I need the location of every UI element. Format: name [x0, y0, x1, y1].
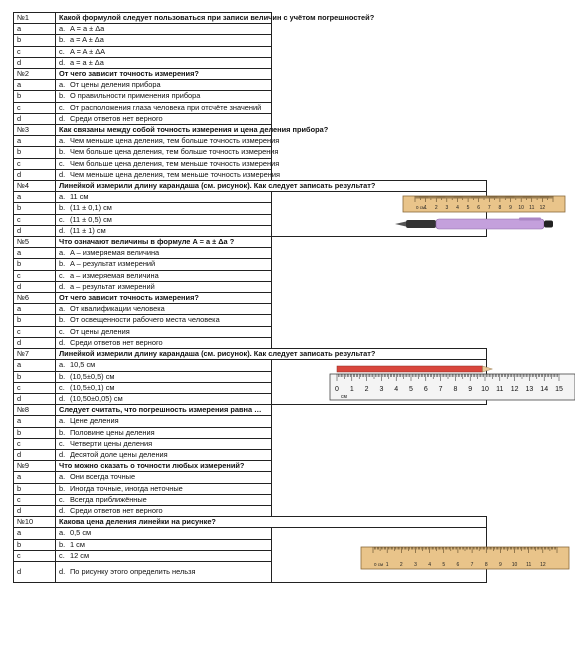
ruler-tick-label: 7	[438, 386, 443, 394]
option-text: 10,5 см	[70, 360, 96, 370]
answer-option-row[interactable]	[14, 192, 487, 203]
option-mark: a.	[59, 416, 66, 426]
option-text: (11 ± 0,5) см	[70, 214, 112, 224]
option-cell[interactable]	[56, 24, 272, 35]
option-text: 11 см	[70, 192, 89, 202]
option-mark: d.	[59, 337, 66, 347]
option-mark: b.	[59, 259, 66, 269]
option-mark: d.	[59, 57, 66, 67]
option-cell[interactable]	[56, 270, 272, 281]
option-letter: b	[14, 203, 56, 214]
question-text: Что означают величины в формуле A = a ± Δa ?	[56, 237, 272, 248]
option-text: От цены деления	[70, 326, 130, 336]
answer-option-row[interactable]	[14, 169, 487, 180]
ruler-tick-label: 2	[399, 562, 403, 569]
ruler-tick-label: 1	[385, 562, 389, 569]
option-cell[interactable]	[56, 80, 272, 91]
option-mark: c.	[59, 494, 65, 504]
option-text: a – результат измерений	[70, 281, 155, 291]
option-letter: b	[14, 259, 56, 270]
ruler-zero-label: 0 см	[373, 562, 383, 568]
answer-option-row[interactable]	[14, 416, 487, 427]
option-letter: d	[14, 57, 56, 68]
option-text: (10,5±0,5) см	[70, 371, 115, 381]
option-cell[interactable]	[56, 494, 272, 505]
option-letter: b	[14, 539, 56, 550]
ruler-tick-label: 6	[456, 562, 459, 569]
option-cell[interactable]	[56, 91, 272, 102]
question-row	[14, 461, 487, 472]
ruler-tick-label: 10	[517, 205, 524, 212]
ruler-tick-label: 15	[554, 386, 563, 394]
question-number: №9	[14, 461, 56, 472]
option-text: a – измеряемая величина	[70, 270, 159, 280]
ruler-tick-label: 12	[539, 205, 545, 212]
figure-cell-q4	[271, 192, 545, 237]
option-text: Чем меньше цена деления, тем меньше точность измерения	[70, 169, 280, 179]
question-row	[14, 13, 487, 24]
option-cell[interactable]	[56, 147, 279, 158]
answer-option-row[interactable]	[14, 427, 487, 438]
ruler-tick-label: 11	[528, 205, 534, 212]
option-mark: d.	[59, 281, 66, 291]
option-cell[interactable]	[56, 203, 272, 214]
ruler-tick-label: 5	[466, 205, 469, 212]
option-text: От расположения глаза человека при отсчёте значений	[70, 102, 262, 112]
option-letter: d	[14, 113, 56, 124]
pen-cap	[544, 221, 553, 228]
option-letter: a	[14, 360, 56, 371]
option-letter: a	[14, 304, 56, 315]
option-text: a = A ± Δa	[70, 35, 104, 45]
option-letter: c	[14, 382, 56, 393]
option-mark: b.	[59, 371, 66, 381]
option-mark: b.	[59, 91, 66, 101]
question-number: №5	[14, 237, 56, 248]
option-cell[interactable]	[56, 337, 272, 348]
answer-option-row[interactable]	[14, 147, 487, 158]
ruler-tick-label: 6	[423, 386, 428, 394]
option-text: (11 ± 0,1) см	[70, 203, 112, 213]
option-mark: c.	[59, 550, 65, 560]
answer-option-row[interactable]	[14, 248, 487, 259]
ruler-tick-label: 7	[487, 205, 491, 212]
option-mark: b.	[59, 35, 66, 45]
question-number: №2	[14, 69, 56, 80]
answer-option-row[interactable]	[14, 326, 487, 337]
option-letter: b	[14, 91, 56, 102]
option-letter: b	[14, 315, 56, 326]
ruler-tick-label: 10	[511, 562, 517, 569]
ruler-tick-label: 4	[427, 562, 431, 569]
option-mark: b.	[59, 427, 66, 437]
option-text: (10,5±0,1) см	[70, 382, 115, 392]
option-letter: b	[14, 427, 56, 438]
option-letter: c	[14, 494, 56, 505]
ruler-tick-label: 2	[434, 205, 438, 212]
option-cell[interactable]	[56, 214, 272, 225]
question-row	[14, 237, 487, 248]
answer-option-row[interactable]	[14, 136, 487, 147]
figure-cell-q7	[271, 360, 563, 405]
option-cell[interactable]	[56, 169, 280, 180]
option-text: A = A ± ΔA	[70, 46, 106, 56]
ruler-figure	[275, 535, 575, 575]
ruler-tick-label: 0	[334, 386, 339, 394]
option-mark: c.	[59, 102, 65, 112]
question-number: №7	[14, 349, 56, 360]
ruler-tick-label: 3	[413, 562, 417, 569]
question-number: №4	[14, 181, 56, 192]
question-text: От чего зависит точность измерения?	[56, 69, 272, 80]
option-letter: a	[14, 472, 56, 483]
option-letter: d	[14, 561, 56, 582]
option-letter: d	[14, 505, 56, 516]
question-row	[14, 69, 487, 80]
ruler-tick-label: 8	[498, 205, 501, 212]
option-text: Цене деления	[70, 416, 119, 426]
option-text: Половине цены деления	[70, 427, 155, 437]
question-text: Линейкой измерили длину карандаша (см. рисунок). Как следует записать результат?	[56, 349, 487, 360]
option-letter: d	[14, 337, 56, 348]
option-cell[interactable]	[56, 113, 272, 124]
option-text: 12 см	[70, 550, 90, 560]
answer-option-row[interactable]	[14, 24, 487, 35]
option-cell[interactable]	[56, 416, 272, 427]
question-text: От чего зависит точность измерения?	[56, 293, 272, 304]
option-cell[interactable]	[56, 225, 272, 236]
pen-grip	[406, 220, 436, 228]
option-cell[interactable]	[56, 382, 272, 393]
answer-option-row[interactable]	[14, 449, 487, 460]
option-letter: c	[14, 158, 56, 169]
quiz-table	[13, 12, 563, 583]
option-letter: b	[14, 483, 56, 494]
option-letter: c	[14, 102, 56, 113]
option-cell[interactable]	[56, 360, 272, 371]
option-mark: a.	[59, 80, 66, 90]
option-text: Четверти цены деления	[70, 438, 153, 448]
answer-option-row[interactable]	[14, 483, 487, 494]
answer-option-row[interactable]	[14, 91, 487, 102]
question-text: Как связаны между собой точность измерения и цена деления прибора?	[56, 125, 272, 136]
answer-option-row[interactable]	[14, 270, 487, 281]
option-mark: c.	[59, 214, 65, 224]
answer-option-row[interactable]	[14, 80, 487, 91]
ruler-tick-label: 13	[525, 386, 533, 394]
ruler-tick-label: 4	[393, 386, 398, 394]
question-row	[14, 181, 487, 192]
option-text: A = a ± Δa	[70, 24, 105, 34]
option-text: Среди ответов нет верного	[70, 113, 163, 123]
option-text: От освещенности рабочего места человека	[70, 315, 220, 325]
answer-option-row[interactable]	[14, 472, 487, 483]
ruler-tick-label: 4	[455, 205, 459, 212]
option-mark: c.	[59, 46, 65, 56]
answer-option-row[interactable]	[14, 259, 487, 270]
option-text: О правильности применения прибора	[70, 91, 201, 101]
option-mark: d.	[59, 225, 66, 235]
option-text: (10,50±0,05) см	[70, 393, 123, 403]
option-mark: d.	[59, 505, 66, 515]
option-text: По рисунку этого определить нельзя	[70, 566, 196, 576]
ruler-tick-label: 1	[423, 205, 427, 212]
answer-option-row[interactable]	[14, 315, 487, 326]
question-number: №6	[14, 293, 56, 304]
answer-option-row[interactable]	[14, 281, 487, 292]
option-mark: b.	[59, 539, 66, 549]
option-mark: b.	[59, 483, 66, 493]
option-mark: c.	[59, 326, 65, 336]
option-text: От квалификации человека	[70, 304, 165, 314]
option-text: Среди ответов нет верного	[70, 505, 163, 515]
option-cell[interactable]	[56, 102, 272, 113]
answer-option-row[interactable]	[14, 102, 487, 113]
option-mark: d.	[59, 566, 66, 576]
option-letter: a	[14, 416, 56, 427]
option-text: Чем больше цена деления, тем меньше точность измерения	[70, 158, 280, 168]
ruler-tick-label: 1	[349, 386, 354, 394]
option-cell[interactable]	[56, 438, 272, 449]
ruler-tick-label: 9	[508, 205, 512, 212]
ruler-tick-label: 14	[539, 386, 548, 394]
question-text: Какова цена деления линейки на рисунке?	[56, 517, 487, 528]
option-letter: a	[14, 24, 56, 35]
option-letter: d	[14, 281, 56, 292]
option-mark: c.	[59, 438, 65, 448]
question-number: №8	[14, 405, 56, 416]
option-cell[interactable]	[56, 561, 272, 582]
answer-option-row[interactable]	[14, 304, 487, 315]
option-cell[interactable]	[56, 304, 272, 315]
question-row	[14, 349, 487, 360]
option-mark: a.	[59, 528, 66, 538]
option-text: (11 ± 1) см	[70, 225, 106, 235]
quiz-sheet	[13, 12, 563, 583]
option-cell[interactable]	[56, 259, 272, 270]
option-text: Они всегда точные	[70, 472, 136, 482]
option-text: Десятой доле цены деления	[70, 449, 168, 459]
ruler-tick-label: 2	[364, 386, 369, 394]
ruler-tick-label: 11	[495, 386, 503, 394]
option-cell[interactable]	[56, 483, 272, 494]
option-cell[interactable]	[56, 46, 272, 57]
option-mark: a.	[59, 136, 66, 146]
option-text: Среди ответов нет верного	[70, 337, 163, 347]
option-mark: d.	[59, 449, 66, 459]
question-row	[14, 125, 487, 136]
question-text: Какой формулой следует пользоваться при записи величин с учётом погрешностей?	[56, 13, 272, 24]
ruler-tick-label: 8	[452, 386, 457, 394]
question-row	[14, 293, 487, 304]
ruler-tick-label: 6	[476, 205, 480, 212]
option-mark: b.	[59, 147, 66, 157]
option-letter: a	[14, 136, 56, 147]
option-mark: c.	[59, 158, 65, 168]
option-cell[interactable]	[56, 505, 272, 516]
option-cell[interactable]	[56, 57, 272, 68]
option-mark: c.	[59, 270, 65, 280]
option-letter: c	[14, 270, 56, 281]
option-letter: d	[14, 169, 56, 180]
option-letter: b	[14, 35, 56, 46]
answer-option-row[interactable]	[14, 113, 487, 124]
ruler-tick-label: 11	[525, 562, 531, 569]
option-letter: b	[14, 147, 56, 158]
option-letter: c	[14, 214, 56, 225]
ruler-tick-label: 8	[484, 562, 488, 569]
answer-option-row[interactable]	[14, 528, 487, 539]
option-text: От цены деления прибора	[70, 80, 161, 90]
option-cell[interactable]	[56, 528, 272, 539]
option-letter: a	[14, 248, 56, 259]
pen-clip	[519, 218, 541, 221]
answer-option-row[interactable]	[14, 35, 487, 46]
answer-option-row[interactable]	[14, 438, 487, 449]
ruler-tick-label: 7	[470, 562, 473, 569]
ruler-tick-label: 3	[378, 386, 383, 394]
option-text: a = a ± Δa	[70, 57, 104, 67]
option-cell[interactable]	[56, 192, 272, 203]
option-letter: a	[14, 80, 56, 91]
figure-cell-q10	[271, 528, 546, 583]
ruler-tick-label: 5	[441, 562, 445, 569]
question-text: Что можно сказать о точности любых измерений?	[56, 461, 272, 472]
option-mark: d.	[59, 393, 66, 403]
option-mark: b.	[59, 203, 66, 213]
ruler-zero-label: 0 см	[415, 205, 425, 211]
option-cell[interactable]	[56, 550, 272, 561]
option-letter: a	[14, 528, 56, 539]
option-letter: d	[14, 449, 56, 460]
question-text: Линейкой измерили длину карандаша (см. рисунок). Как следует записать результат?	[56, 181, 487, 192]
option-cell[interactable]	[56, 158, 280, 169]
ruler-tick-label: 9	[467, 386, 472, 394]
question-row	[14, 517, 487, 528]
option-cell[interactable]	[56, 427, 272, 438]
option-text: 0,5 см	[70, 528, 92, 538]
pencil-body	[337, 366, 482, 372]
ruler-tick-label: 9	[498, 562, 502, 569]
answer-option-row[interactable]	[14, 337, 487, 348]
option-mark: d.	[59, 169, 66, 179]
option-cell[interactable]	[56, 326, 272, 337]
option-text: Чем меньше цена деления, тем больше точность измерения	[70, 136, 280, 146]
answer-option-row[interactable]	[14, 505, 487, 516]
answer-option-row[interactable]	[14, 57, 487, 68]
answer-option-row[interactable]	[14, 158, 487, 169]
question-number: №3	[14, 125, 56, 136]
option-mark: a.	[59, 472, 66, 482]
option-cell[interactable]	[56, 371, 272, 382]
option-mark: d.	[59, 113, 66, 123]
ruler-tick-label: 3	[444, 205, 448, 212]
option-cell[interactable]	[56, 449, 272, 460]
option-cell[interactable]	[56, 281, 272, 292]
option-letter: c	[14, 550, 56, 561]
option-mark: b.	[59, 315, 66, 325]
option-cell[interactable]	[56, 472, 272, 483]
option-mark: a.	[59, 360, 66, 370]
question-row	[14, 405, 487, 416]
question-text: Следует считать, что погрешность измерения равна …	[56, 405, 272, 416]
option-cell[interactable]	[56, 35, 272, 46]
option-text: Иногда точные, иногда неточные	[70, 483, 183, 493]
option-letter: a	[14, 192, 56, 203]
ruler-pencil-figure	[275, 362, 575, 402]
option-cell[interactable]	[56, 315, 272, 326]
pen-tip	[395, 222, 406, 227]
option-letter: c	[14, 438, 56, 449]
ruler-tick-label: 5	[408, 386, 413, 394]
option-cell[interactable]	[56, 393, 272, 404]
question-number: №10	[14, 517, 56, 528]
option-text: Всегда приближённые	[70, 494, 147, 504]
pencil-tip	[482, 366, 492, 372]
option-text: A – измеряемая величина	[70, 248, 160, 258]
option-cell[interactable]	[56, 539, 272, 550]
ruler-unit-label: см	[340, 394, 347, 401]
option-mark: a.	[59, 24, 66, 34]
option-letter: d	[14, 393, 56, 404]
option-letter: c	[14, 326, 56, 337]
option-mark: a.	[59, 304, 66, 314]
option-mark: c.	[59, 382, 65, 392]
option-letter: b	[14, 371, 56, 382]
option-mark: a.	[59, 248, 66, 258]
ruler-pen-figure	[275, 194, 575, 234]
option-cell[interactable]	[56, 248, 272, 259]
option-letter: d	[14, 225, 56, 236]
option-letter: c	[14, 46, 56, 57]
option-text: A – результат измерений	[70, 259, 156, 269]
ruler-tick-label: 10	[480, 386, 489, 394]
answer-option-row[interactable]	[14, 360, 487, 371]
answer-option-row[interactable]	[14, 494, 487, 505]
answer-option-row[interactable]	[14, 46, 487, 57]
ruler-tick-label: 12	[539, 562, 546, 569]
option-mark: a.	[59, 192, 66, 202]
option-text: 1 см	[70, 539, 85, 549]
ruler-tick-label: 12	[510, 386, 518, 394]
question-number: №1	[14, 13, 56, 24]
option-text: Чем больше цена деления, тем больше точность измерения	[70, 147, 279, 157]
option-cell[interactable]	[56, 136, 280, 147]
